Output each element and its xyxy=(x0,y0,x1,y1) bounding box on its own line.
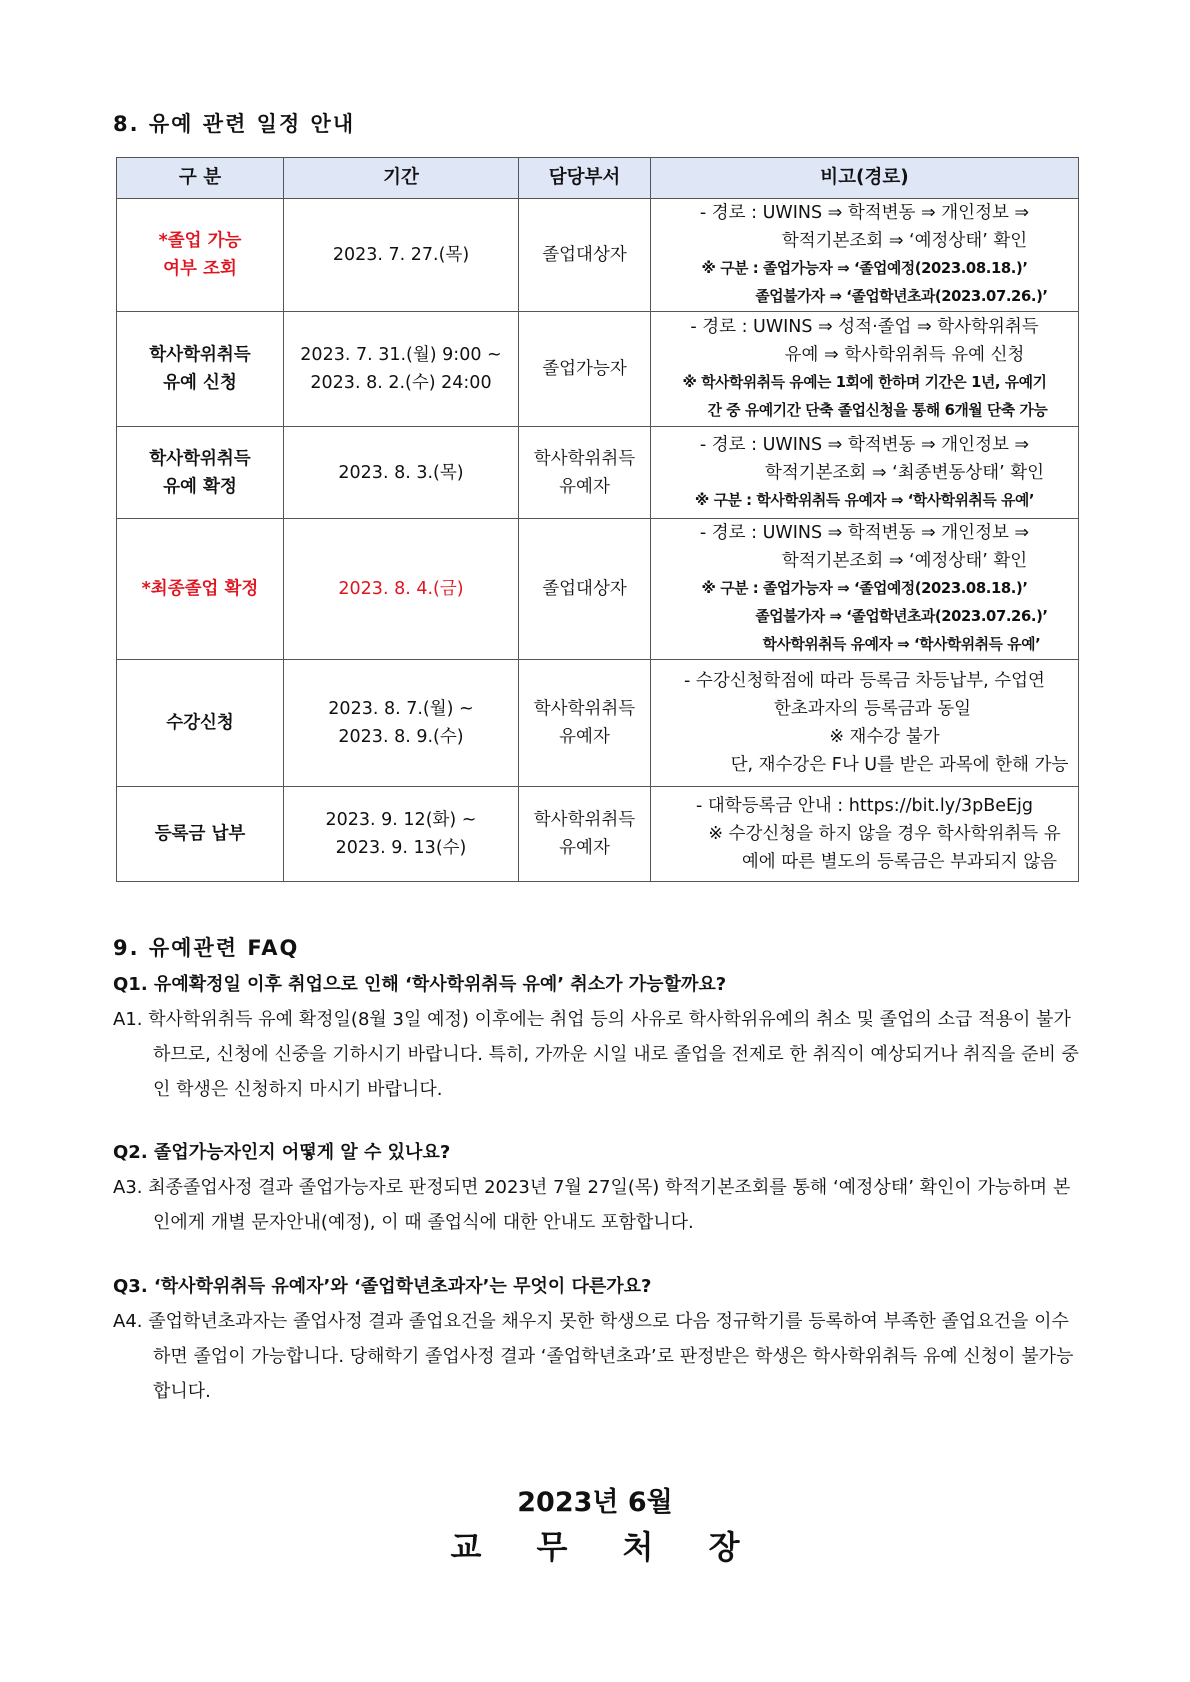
faq-item xyxy=(113,970,1083,1107)
row-category: 학사학위취득 유예 신청 xyxy=(117,312,284,427)
table-row xyxy=(117,312,1079,427)
faq-item xyxy=(113,1138,1083,1240)
row-note: - 경로 : UWINS ⇒ 학적변동 ⇒ 개인정보 ⇒ 학적기본조회 ⇒ ‘예정상태’ 확인 ※ 구분 : 졸업가능자 ⇒ ‘졸업예정(2023.08.18.)’ 졸업불가자 ⇒ ‘졸업학년초과(2023.07.26.)’ 학사학위취득 유예자 ⇒ ‘학사학위취득 유예’ xyxy=(651,519,1079,660)
table-row xyxy=(117,519,1079,660)
row-note: - 경로 : UWINS ⇒ 학적변동 ⇒ 개인정보 ⇒ 학적기본조회 ⇒ ‘최종변동상태’ 확인 ※ 구분 : 학사학위취득 유예자 ⇒ ‘학사학위취득 유예’ xyxy=(651,427,1079,519)
table-row xyxy=(117,199,1079,312)
table-row xyxy=(117,427,1079,519)
row-period: 2023. 8. 7.(월) ~ 2023. 8. 9.(수) xyxy=(284,660,519,787)
row-dept: 졸업대상자 xyxy=(519,199,651,312)
footer-organization: 교 무 처 장 xyxy=(450,1528,762,1566)
row-category: *졸업 가능 여부 조회 xyxy=(117,199,284,312)
faq-answer: A4. 졸업학년초과자는 졸업사정 결과 졸업요건을 채우지 못한 학생으로 다음 정규학기를 등록하여 부족한 졸업요건을 이수하면 졸업이 가능합니다. 당해학기 졸업사정 결과 ‘졸업학년초과’로 판정받은 학생은 학사학위취득 유예 신청이 불가능합니다. xyxy=(113,1311,1074,1402)
row-note: - 수강신청학점에 따라 등록금 차등납부, 수업연 한초과자의 등록금과 동일 ※ 재수강 불가 단, 재수강은 F나 U를 받은 과목에 한해 가능 xyxy=(651,660,1079,787)
row-period: 2023. 7. 31.(월) 9:00 ~ 2023. 8. 2.(수) 24:00 xyxy=(284,312,519,427)
faq-item xyxy=(113,1272,1083,1409)
row-category: *최종졸업 확정 xyxy=(117,519,284,660)
section-9-title: 9. 유예관련 FAQ xyxy=(113,936,300,960)
row-dept: 졸업대상자 xyxy=(519,519,651,660)
header-category: 구 분 xyxy=(117,158,284,199)
row-category: 학사학위취득 유예 확정 xyxy=(117,427,284,519)
table-row xyxy=(117,787,1079,882)
row-dept: 졸업가능자 xyxy=(519,312,651,427)
footer-date: 2023년 6월 xyxy=(517,1487,673,1518)
header-dept: 담당부서 xyxy=(519,158,651,199)
faq-question: Q2. 졸업가능자인지 어떻게 알 수 있나요? xyxy=(113,1142,451,1163)
faq-question: Q1. 유예확정일 이후 취업으로 인해 ‘학사학위취득 유예’ 취소가 가능할까요? xyxy=(113,974,727,995)
section-8-title: 8. 유예 관련 일정 안내 xyxy=(113,112,356,136)
row-dept: 학사학위취득 유예자 xyxy=(519,427,651,519)
row-note: - 경로 : UWINS ⇒ 성적·졸업 ⇒ 학사학위취득 유예 ⇒ 학사학위취득 유예 신청 ※ 학사학위취득 유예는 1회에 한하며 기간은 1년, 유예기 간 중 유예기간 단축 졸업신청을 통해 6개월 단축 가능 xyxy=(651,312,1079,427)
row-dept: 학사학위취득 유예자 xyxy=(519,787,651,882)
row-period: 2023. 9. 12(화) ~ 2023. 9. 13(수) xyxy=(284,787,519,882)
row-period: 2023. 8. 3.(목) xyxy=(284,427,519,519)
row-period: 2023. 8. 4.(금) xyxy=(284,519,519,660)
faq-question: Q3. ‘학사학위취득 유예자’와 ‘졸업학년초과자’는 무엇이 다른가요? xyxy=(113,1276,652,1297)
schedule-table xyxy=(116,157,1079,882)
row-dept: 학사학위취득 유예자 xyxy=(519,660,651,787)
header-note: 비고(경로) xyxy=(651,158,1079,199)
faq-answer: A1. 학사학위취득 유예 확정일(8월 3일 예정) 이후에는 취업 등의 사유로 학사학위유예의 취소 및 졸업의 소급 적용이 불가하므로, 신청에 신중을 기하시기 바랍니다. 특히, 가까운 시일 내로 졸업을 전제로 한 취직이 예상되거나 취직을 준비 중인 학생은 신청하지 마시기 바랍니다. xyxy=(113,1009,1079,1100)
row-period: 2023. 7. 27.(목) xyxy=(284,199,519,312)
row-note: - 대학등록금 안내 : https://bit.ly/3pBeEjg ※ 수강신청을 하지 않을 경우 학사학위취득 유 예에 따른 별도의 등록금은 부과되지 않음 xyxy=(651,787,1079,882)
row-category: 수강신청 xyxy=(117,660,284,787)
faq-answer: A3. 최종졸업사정 결과 졸업가능자로 판정되면 2023년 7월 27일(목) 학적기본조회를 통해 ‘예정상태’ 확인이 가능하며 본인에게 개별 문자안내(예정), 이 때 졸업식에 대한 안내도 포함합니다. xyxy=(113,1177,1071,1233)
header-period: 기간 xyxy=(284,158,519,199)
table-header-row xyxy=(117,158,1079,199)
row-note: - 경로 : UWINS ⇒ 학적변동 ⇒ 개인정보 ⇒ 학적기본조회 ⇒ ‘예정상태’ 확인 ※ 구분 : 졸업가능자 ⇒ ‘졸업예정(2023.08.18.)’ 졸업불가자 ⇒ ‘졸업학년초과(2023.07.26.)’ xyxy=(651,199,1079,312)
table-row xyxy=(117,660,1079,787)
row-category: 등록금 납부 xyxy=(117,787,284,882)
